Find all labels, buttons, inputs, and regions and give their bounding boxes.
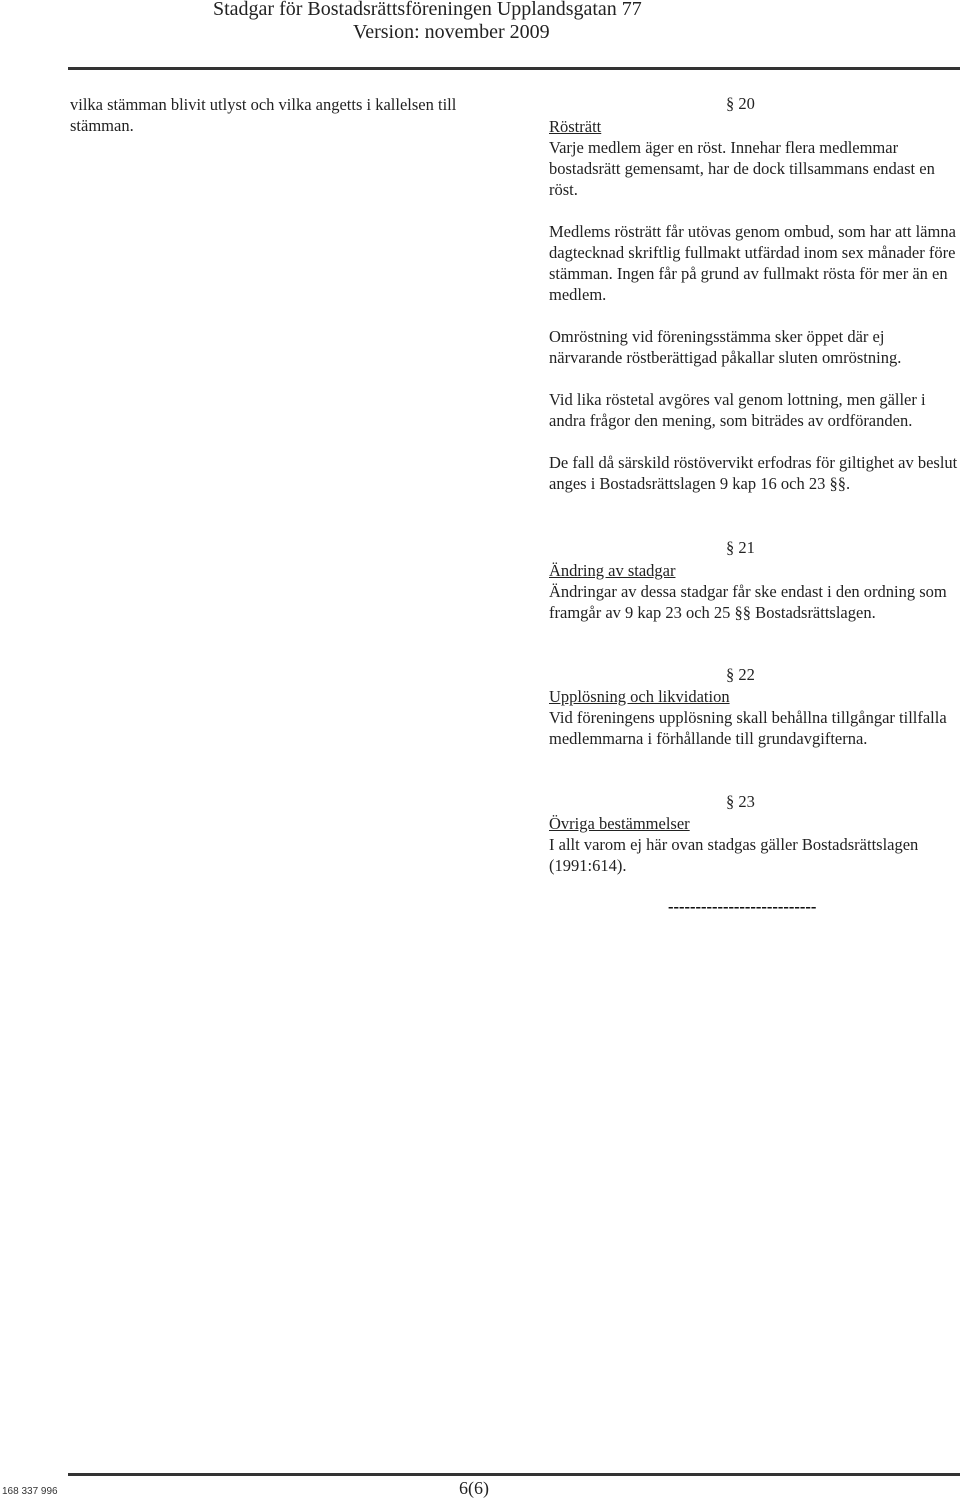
section-20-paragraph-3: Omröstning vid föreningsstämma sker öppet där ej närvarande röstberättigad påkallar sluten omröstning.	[549, 327, 902, 367]
document-id: 168 337 996	[2, 1486, 58, 1497]
section-number: 21	[738, 538, 755, 557]
section-number: 22	[738, 665, 755, 684]
section-20-paragraph-1: Varje medlem äger en röst. Innehar flera medlemmar bostadsrätt gemensamt, har de dock tillsammans endast en röst.	[549, 138, 935, 199]
section-20-paragraph-4: Vid lika röstetal avgöres val genom lottning, men gäller i andra frågor den mening, som biträdes av ordföranden.	[549, 390, 926, 430]
section-21-paragraph-1: Ändringar av dessa stadgar får ske endast i den ordning som framgår av 9 kap 23 och 25 §§ Bostadsrättslagen.	[549, 582, 947, 622]
section-mark-21	[726, 538, 755, 558]
section-20-paragraph-5: De fall då särskild röstövervikt erfodras för giltighet av beslut anges i Bostadsrättslagen 9 kap 16 och 23 §§.	[549, 453, 958, 493]
section-21-heading: Ändring av stadgar	[549, 561, 676, 580]
section-23-heading: Övriga bestämmelser	[549, 814, 690, 833]
section-sign-icon: §	[726, 538, 735, 557]
footer-rule	[68, 1473, 960, 1476]
section-20-paragraph-2: Medlems rösträtt får utövas genom ombud, som har att lämna dagtecknad skriftlig fullmakt utfärdad inom sex månader före stämman. Ingen får på grund av fullmakt rösta för mer än en medlem.	[549, 222, 956, 304]
section-sign-icon: §	[726, 792, 735, 811]
section-22-body	[549, 686, 959, 749]
section-mark-22	[726, 665, 755, 685]
section-22-heading: Upplösning och likvidation	[549, 687, 730, 706]
section-23-body	[549, 813, 959, 876]
document-title: Stadgar för Bostadsrättsföreningen Upplandsgatan 77	[213, 0, 642, 20]
document-version: Version: november 2009	[353, 21, 550, 43]
section-mark-20	[726, 94, 755, 114]
section-23-paragraph-1: I allt varom ej här ovan stadgas gäller Bostadsrättslagen (1991:614).	[549, 835, 919, 875]
section-number: 23	[738, 792, 755, 811]
section-sign-icon: §	[726, 665, 735, 684]
page-number: 6(6)	[459, 1478, 489, 1498]
section-21-body	[549, 560, 959, 623]
end-of-document-marker: ---------------------------	[668, 897, 817, 916]
section-number: 20	[738, 94, 755, 113]
section-20-body	[549, 116, 959, 494]
section-mark-23	[726, 792, 755, 812]
header-rule	[68, 67, 960, 70]
left-column-continuation: vilka stämman blivit utlyst och vilka angetts i kallelsen till stämman.	[70, 95, 457, 135]
section-22-paragraph-1: Vid föreningens upplösning skall behållna tillgångar tillfalla medlemmarna i förhållande till grundavgifterna.	[549, 708, 947, 748]
section-sign-icon: §	[726, 94, 735, 113]
section-20-heading: Rösträtt	[549, 117, 602, 136]
